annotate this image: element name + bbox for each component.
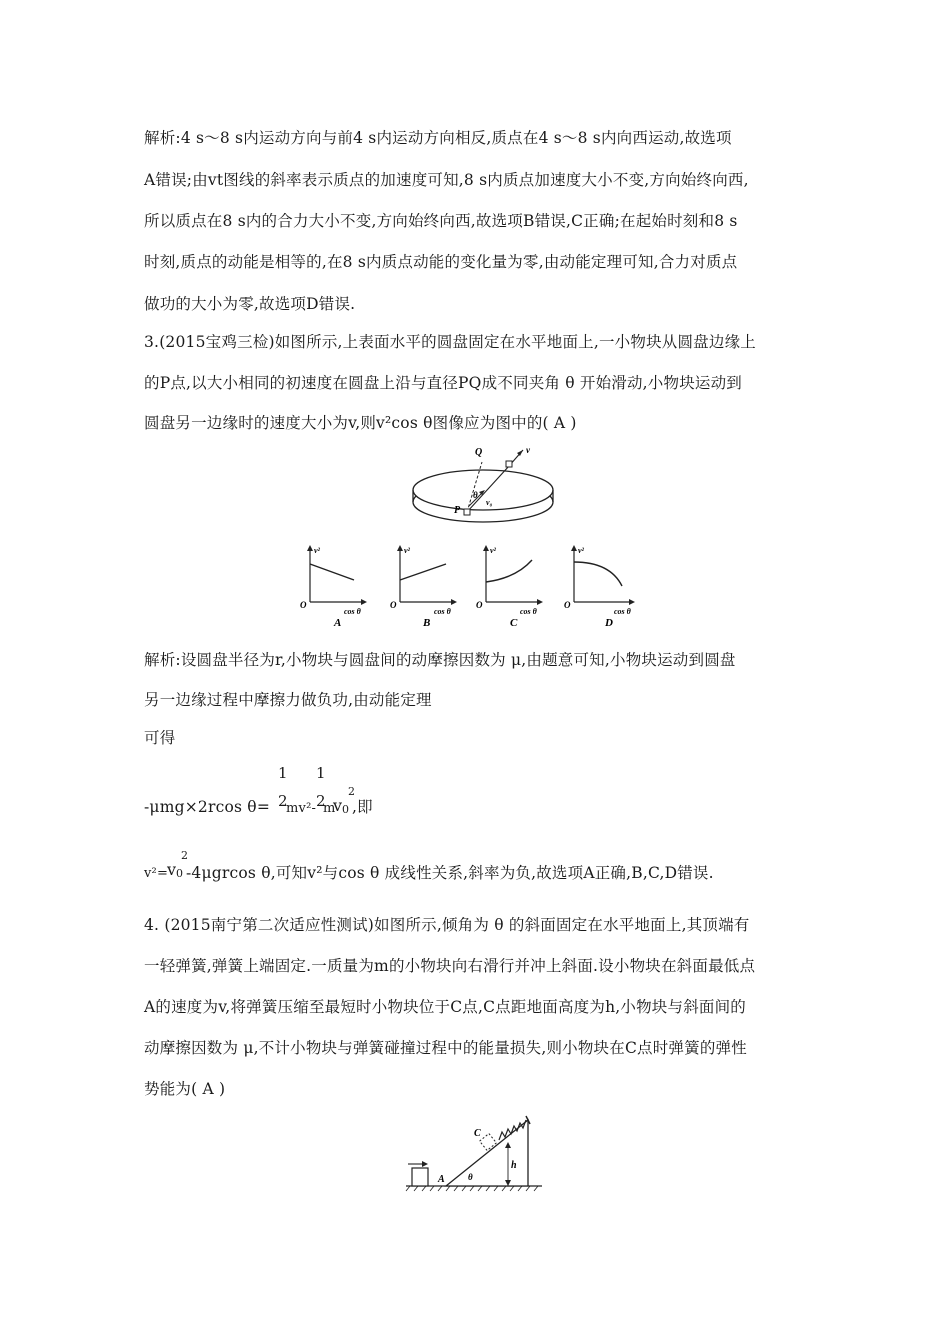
q3-line-3: 圆盘另一边缘时的速度大小为v,则v²cos θ图像应为图中的( A ) [144, 414, 577, 432]
result-sup: 2 [181, 849, 189, 862]
result-post: -4μgrcos θ,可知v²与cos θ 成线性关系,斜率为负,故选项A正确,B,C,D错误. [186, 864, 714, 882]
eq-frac1-den: 2 [278, 792, 288, 810]
label-theta: θ [473, 490, 478, 500]
analysis3-line-1: 解析:设圆盘半径为r,小物块与圆盘间的动摩擦因数为 μ,由题意可知,小物块运动到圆盘 [144, 651, 736, 669]
graph-a-origin: O [300, 600, 307, 610]
graph-b-origin: O [390, 600, 397, 610]
graph-a-x-label: cos θ [344, 607, 361, 616]
label-v: v [526, 445, 530, 455]
eq-v0-sup: 2 [348, 785, 356, 798]
analysis1-line-4: 时刻,质点的动能是相等的,在8 s内质点动能的变化量为零,由动能定理可知,合力对质点 [144, 253, 738, 271]
q3-line-1: 3.(2015宝鸡三检)如图所示,上表面水平的圆盘固定在水平地面上,一小物块从圆盘边缘上 [144, 333, 756, 351]
graph-c [476, 545, 543, 628]
eq-m: m [323, 801, 336, 816]
eq-v0: v [333, 796, 343, 815]
q4-line-5: 势能为( A ) [144, 1080, 226, 1098]
graph-b-y-label: v² [404, 546, 410, 555]
eq-mid: mv²- [286, 801, 317, 816]
eq-frac2-num: 1 [316, 764, 326, 782]
analysis1-line-3: 所以质点在8 s内的合力大小不变,方向始终向西,故选项B错误,C正确;在起始时刻和8 s [144, 212, 738, 230]
eq-frac2-den: 2 [316, 792, 326, 810]
q4-line-2: 一轻弹簧,弹簧上端固定.一质量为m的小物块向右滑行并冲上斜面.设小物块在斜面最低点 [144, 957, 756, 975]
q3-line-2: 的P点,以大小相同的初速度在圆盘上沿与直径PQ成不同夹角 θ 开始滑动,小物块运动到 [144, 374, 743, 392]
graph-c-label: C [510, 617, 518, 628]
label-incline-theta: θ [468, 1172, 473, 1182]
graph-c-origin: O [476, 600, 483, 610]
label-v0: v₀ [486, 498, 493, 507]
graph-b [390, 545, 457, 628]
eq-left: -μmg×2rcos θ= [144, 798, 271, 816]
eq-v0-sub: 0 [342, 803, 350, 816]
analysis3-line-3: 可得 [144, 729, 176, 747]
label-h: h [511, 1160, 517, 1171]
analysis1-line-1: 解析:4 s～8 s内运动方向与前4 s内运动方向相反,质点在4 s～8 s内向西运动,故选项 [144, 129, 732, 147]
label-a: A [438, 1174, 445, 1185]
graph-c-y-label: v² [490, 546, 496, 555]
q4-line-4: 动摩擦因数为 μ,不计小物块与弹簧碰撞过程中的能量损失,则小物块在C点时弹簧的弹性 [144, 1039, 747, 1057]
graph-d-label: D [605, 617, 613, 628]
analysis3-line-2: 另一边缘过程中摩擦力做负功,由动能定理 [144, 691, 432, 709]
graph-c-x-label: cos θ [520, 607, 537, 616]
analysis1-line-5: 做功的大小为零,故选项D错误. [144, 295, 356, 313]
q4-line-3: A的速度为v,将弹簧压缩至最短时小物块位于C点,C点距地面高度为h,小物块与斜面间的 [144, 998, 746, 1016]
graph-a-label: A [334, 617, 342, 628]
eq-end: ,即 [352, 798, 373, 816]
graph-d-origin: O [564, 600, 571, 610]
graph-a [300, 545, 367, 628]
q4-line-1: 4. (2015南宁第二次适应性测试)如图所示,倾角为 θ 的斜面固定在水平地面上,其顶端有 [144, 916, 750, 934]
graph-d-y-label: v² [578, 546, 584, 555]
incline-figure [402, 1110, 550, 1194]
graph-b-label: B [423, 617, 431, 628]
disk-figure [405, 442, 565, 532]
result-v: v [167, 860, 177, 879]
eq-frac1-num: 1 [278, 764, 288, 782]
graph-d [564, 545, 635, 628]
label-p: P [454, 505, 461, 516]
analysis1-line-2: A错误;由vt图线的斜率表示质点的加速度可知,8 s内质点加速度大小不变,方向始终向西, [144, 171, 749, 189]
graph-a-y-label: v² [314, 546, 320, 555]
graphs-figure [296, 542, 656, 628]
result-sub: 0 [176, 867, 184, 880]
graph-b-x-label: cos θ [434, 607, 451, 616]
result-pre: v²= [144, 866, 169, 881]
label-q: Q [475, 447, 483, 458]
graph-d-x-label: cos θ [614, 607, 631, 616]
label-c: C [474, 1128, 481, 1139]
